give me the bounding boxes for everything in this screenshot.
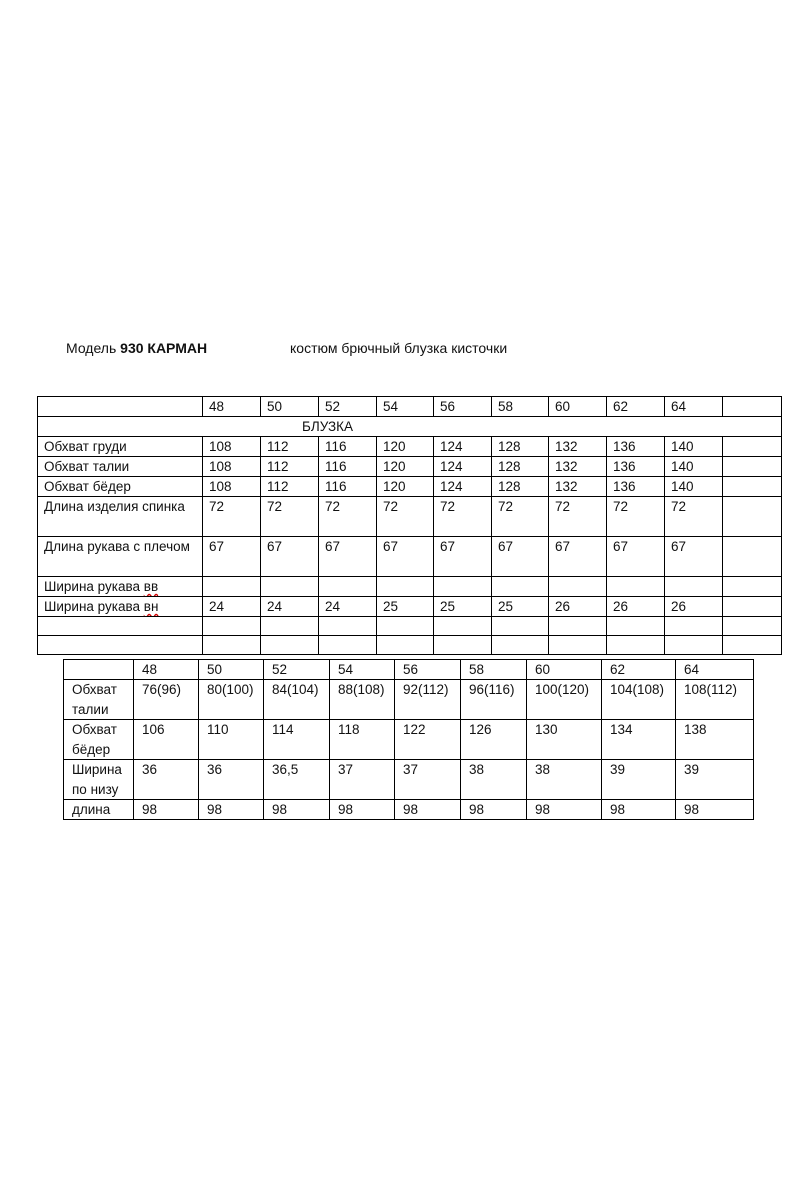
table-cell: 108: [203, 457, 261, 477]
table-cell: 72: [607, 497, 665, 537]
table-cell: 72: [434, 497, 492, 537]
table-cell: 26: [665, 597, 723, 617]
table-cell: [723, 457, 782, 477]
table-cell: [723, 437, 782, 457]
blouse-size-table: [37, 396, 782, 655]
table-cell: 124: [434, 477, 492, 497]
table-cell: 67: [377, 537, 434, 577]
table-cell: [377, 577, 434, 597]
table-cell: 72: [665, 497, 723, 537]
table-cell: 98: [676, 800, 754, 820]
trousers-size-table: [63, 659, 754, 820]
model-label: Модель: [66, 340, 117, 356]
size-header-cell: 52: [319, 397, 377, 417]
table-row: [38, 577, 782, 597]
table-cell: 106: [134, 720, 199, 760]
table-row: [38, 617, 782, 636]
table-cell: 67: [607, 537, 665, 577]
table-row: [64, 720, 754, 760]
table-cell: 37: [395, 760, 461, 800]
size-header-cell: 50: [199, 660, 264, 680]
section-title: БЛУЗКА: [38, 417, 782, 437]
table-row: [38, 457, 782, 477]
table-cell: 67: [549, 537, 607, 577]
measurement-label: Длина рукава с плечом: [38, 537, 203, 577]
table-cell: 108(112): [676, 680, 754, 720]
size-header-cell: 58: [492, 397, 549, 417]
table-cell: [434, 577, 492, 597]
size-header-row: [38, 397, 782, 417]
table-cell: 108: [203, 437, 261, 457]
table-cell: 98: [134, 800, 199, 820]
table-cell: [203, 636, 261, 655]
measurement-label: Обхват талии: [64, 680, 134, 720]
table-cell: 118: [330, 720, 395, 760]
table-cell: 136: [607, 457, 665, 477]
table-cell: 80(100): [199, 680, 264, 720]
table-cell: 124: [434, 457, 492, 477]
table-cell: [377, 617, 434, 636]
table-cell: 98: [199, 800, 264, 820]
table-row: [38, 636, 782, 655]
header-corner-cell: [38, 397, 203, 417]
table-cell: [723, 597, 782, 617]
table-row: [38, 497, 782, 537]
table-cell: 72: [203, 497, 261, 537]
table-cell: [319, 577, 377, 597]
table-cell: 114: [264, 720, 330, 760]
table-cell: 67: [319, 537, 377, 577]
table-cell: 128: [492, 437, 549, 457]
table-cell: [492, 617, 549, 636]
table-cell: [723, 577, 782, 597]
table-cell: 112: [261, 437, 319, 457]
table-cell: [319, 636, 377, 655]
table-cell: 128: [492, 457, 549, 477]
table-cell: 98: [395, 800, 461, 820]
measurement-label: Ширина рукава вв: [38, 577, 203, 597]
table-cell: 110: [199, 720, 264, 760]
table-cell: [492, 636, 549, 655]
measurement-label: Обхват груди: [38, 437, 203, 457]
table-cell: 76(96): [134, 680, 199, 720]
table-cell: 108: [203, 477, 261, 497]
table-cell: 25: [377, 597, 434, 617]
table-row: [38, 597, 782, 617]
size-header-cell: 56: [395, 660, 461, 680]
measurement-label: Обхват талии: [38, 457, 203, 477]
table-cell: 72: [261, 497, 319, 537]
table-row: [38, 437, 782, 457]
table-cell: 88(108): [330, 680, 395, 720]
table-cell: [723, 617, 782, 636]
table-cell: 140: [665, 437, 723, 457]
table-cell: [665, 617, 723, 636]
measurement-label: Обхват бёдер: [38, 477, 203, 497]
table-cell: [723, 537, 782, 577]
table-cell: [261, 636, 319, 655]
table-cell: [607, 636, 665, 655]
table-cell: 84(104): [264, 680, 330, 720]
table-cell: [549, 617, 607, 636]
header-corner-cell: [64, 660, 134, 680]
size-header-cell: 60: [527, 660, 602, 680]
size-header-row: [64, 660, 754, 680]
size-header-cell: 54: [377, 397, 434, 417]
table-cell: [261, 577, 319, 597]
table-cell: 96(116): [461, 680, 527, 720]
table-cell: 38: [461, 760, 527, 800]
table-cell: 104(108): [602, 680, 676, 720]
size-header-cell: 64: [676, 660, 754, 680]
spellcheck-underline: вн: [143, 599, 159, 614]
table-cell: 67: [203, 537, 261, 577]
table-cell: 25: [492, 597, 549, 617]
size-header-cell: 54: [330, 660, 395, 680]
size-header-cell: 52: [264, 660, 330, 680]
size-header-cell: 48: [203, 397, 261, 417]
measurement-label: Ширина по низу: [64, 760, 134, 800]
table-cell: 67: [434, 537, 492, 577]
table-cell: 72: [319, 497, 377, 537]
table-cell: 100(120): [527, 680, 602, 720]
table-cell: [319, 617, 377, 636]
table-cell: [607, 577, 665, 597]
table-cell: 120: [377, 457, 434, 477]
size-header-cell: 62: [607, 397, 665, 417]
table-cell: 67: [261, 537, 319, 577]
table-cell: 112: [261, 457, 319, 477]
table-cell: [434, 617, 492, 636]
table-cell: 72: [492, 497, 549, 537]
table-cell: 116: [319, 437, 377, 457]
size-header-cell: 58: [461, 660, 527, 680]
measurement-label: Обхват бёдер: [64, 720, 134, 760]
table-cell: 67: [492, 537, 549, 577]
model-code: 930 КАРМАН: [120, 340, 208, 356]
table-cell: 24: [319, 597, 377, 617]
size-header-cell: 48: [134, 660, 199, 680]
table-cell: 98: [461, 800, 527, 820]
table-cell: 134: [602, 720, 676, 760]
table-row: [64, 800, 754, 820]
table-cell: 38: [527, 760, 602, 800]
table-cell: [377, 636, 434, 655]
table-cell: [203, 617, 261, 636]
measurement-label: Длина изделия спинка: [38, 497, 203, 537]
table-cell: 36: [199, 760, 264, 800]
table-row: [38, 477, 782, 497]
spellcheck-underline: вв: [143, 579, 159, 594]
table-cell: 132: [549, 437, 607, 457]
table-cell: 98: [602, 800, 676, 820]
table-row: [64, 680, 754, 720]
table-cell: 39: [602, 760, 676, 800]
table-cell: 36: [134, 760, 199, 800]
table-cell: 72: [549, 497, 607, 537]
size-header-cell: 50: [261, 397, 319, 417]
size-header-cell: 62: [602, 660, 676, 680]
table-cell: 126: [461, 720, 527, 760]
size-header-cell: 56: [434, 397, 492, 417]
table-cell: 98: [264, 800, 330, 820]
table-cell: [203, 577, 261, 597]
product-description: костюм брючный блузка кисточки: [290, 340, 508, 356]
table-cell: 92(112): [395, 680, 461, 720]
table-cell: 122: [395, 720, 461, 760]
table-cell: 120: [377, 437, 434, 457]
section-title-row: [38, 417, 782, 437]
table-cell: 37: [330, 760, 395, 800]
table-row: [38, 537, 782, 577]
table-cell: 132: [549, 457, 607, 477]
table-cell: [549, 636, 607, 655]
table-cell: 72: [377, 497, 434, 537]
table-cell: 24: [261, 597, 319, 617]
table-cell: 98: [527, 800, 602, 820]
table-row: [64, 760, 754, 800]
table-cell: 39: [676, 760, 754, 800]
table-cell: [549, 577, 607, 597]
measurement-label: [38, 617, 203, 636]
table-cell: 67: [665, 537, 723, 577]
table-cell: 26: [549, 597, 607, 617]
table-cell: 98: [330, 800, 395, 820]
table-cell: [723, 636, 782, 655]
table-cell: 138: [676, 720, 754, 760]
table-cell: [607, 617, 665, 636]
table-cell: 140: [665, 457, 723, 477]
table-cell: [665, 577, 723, 597]
table-cell: 25: [434, 597, 492, 617]
table-cell: [261, 617, 319, 636]
table-cell: 136: [607, 437, 665, 457]
document-heading: [66, 340, 508, 356]
table-cell: [723, 477, 782, 497]
table-cell: [492, 577, 549, 597]
size-header-cell: 60: [549, 397, 607, 417]
table-cell: 136: [607, 477, 665, 497]
measurement-label: Ширина рукава вн: [38, 597, 203, 617]
table-cell: [723, 497, 782, 537]
table-cell: 112: [261, 477, 319, 497]
measurement-label: [38, 636, 203, 655]
table-cell: 116: [319, 477, 377, 497]
table-cell: 140: [665, 477, 723, 497]
table-cell: [665, 636, 723, 655]
table-cell: 132: [549, 477, 607, 497]
table-cell: 26: [607, 597, 665, 617]
table-cell: 24: [203, 597, 261, 617]
table-cell: 130: [527, 720, 602, 760]
measurement-label: длина: [64, 800, 134, 820]
size-header-cell: 64: [665, 397, 723, 417]
table-cell: 36,5: [264, 760, 330, 800]
size-header-cell: [723, 397, 782, 417]
table-cell: 128: [492, 477, 549, 497]
table-cell: 116: [319, 457, 377, 477]
table-cell: [434, 636, 492, 655]
table-cell: 124: [434, 437, 492, 457]
table-cell: 120: [377, 477, 434, 497]
